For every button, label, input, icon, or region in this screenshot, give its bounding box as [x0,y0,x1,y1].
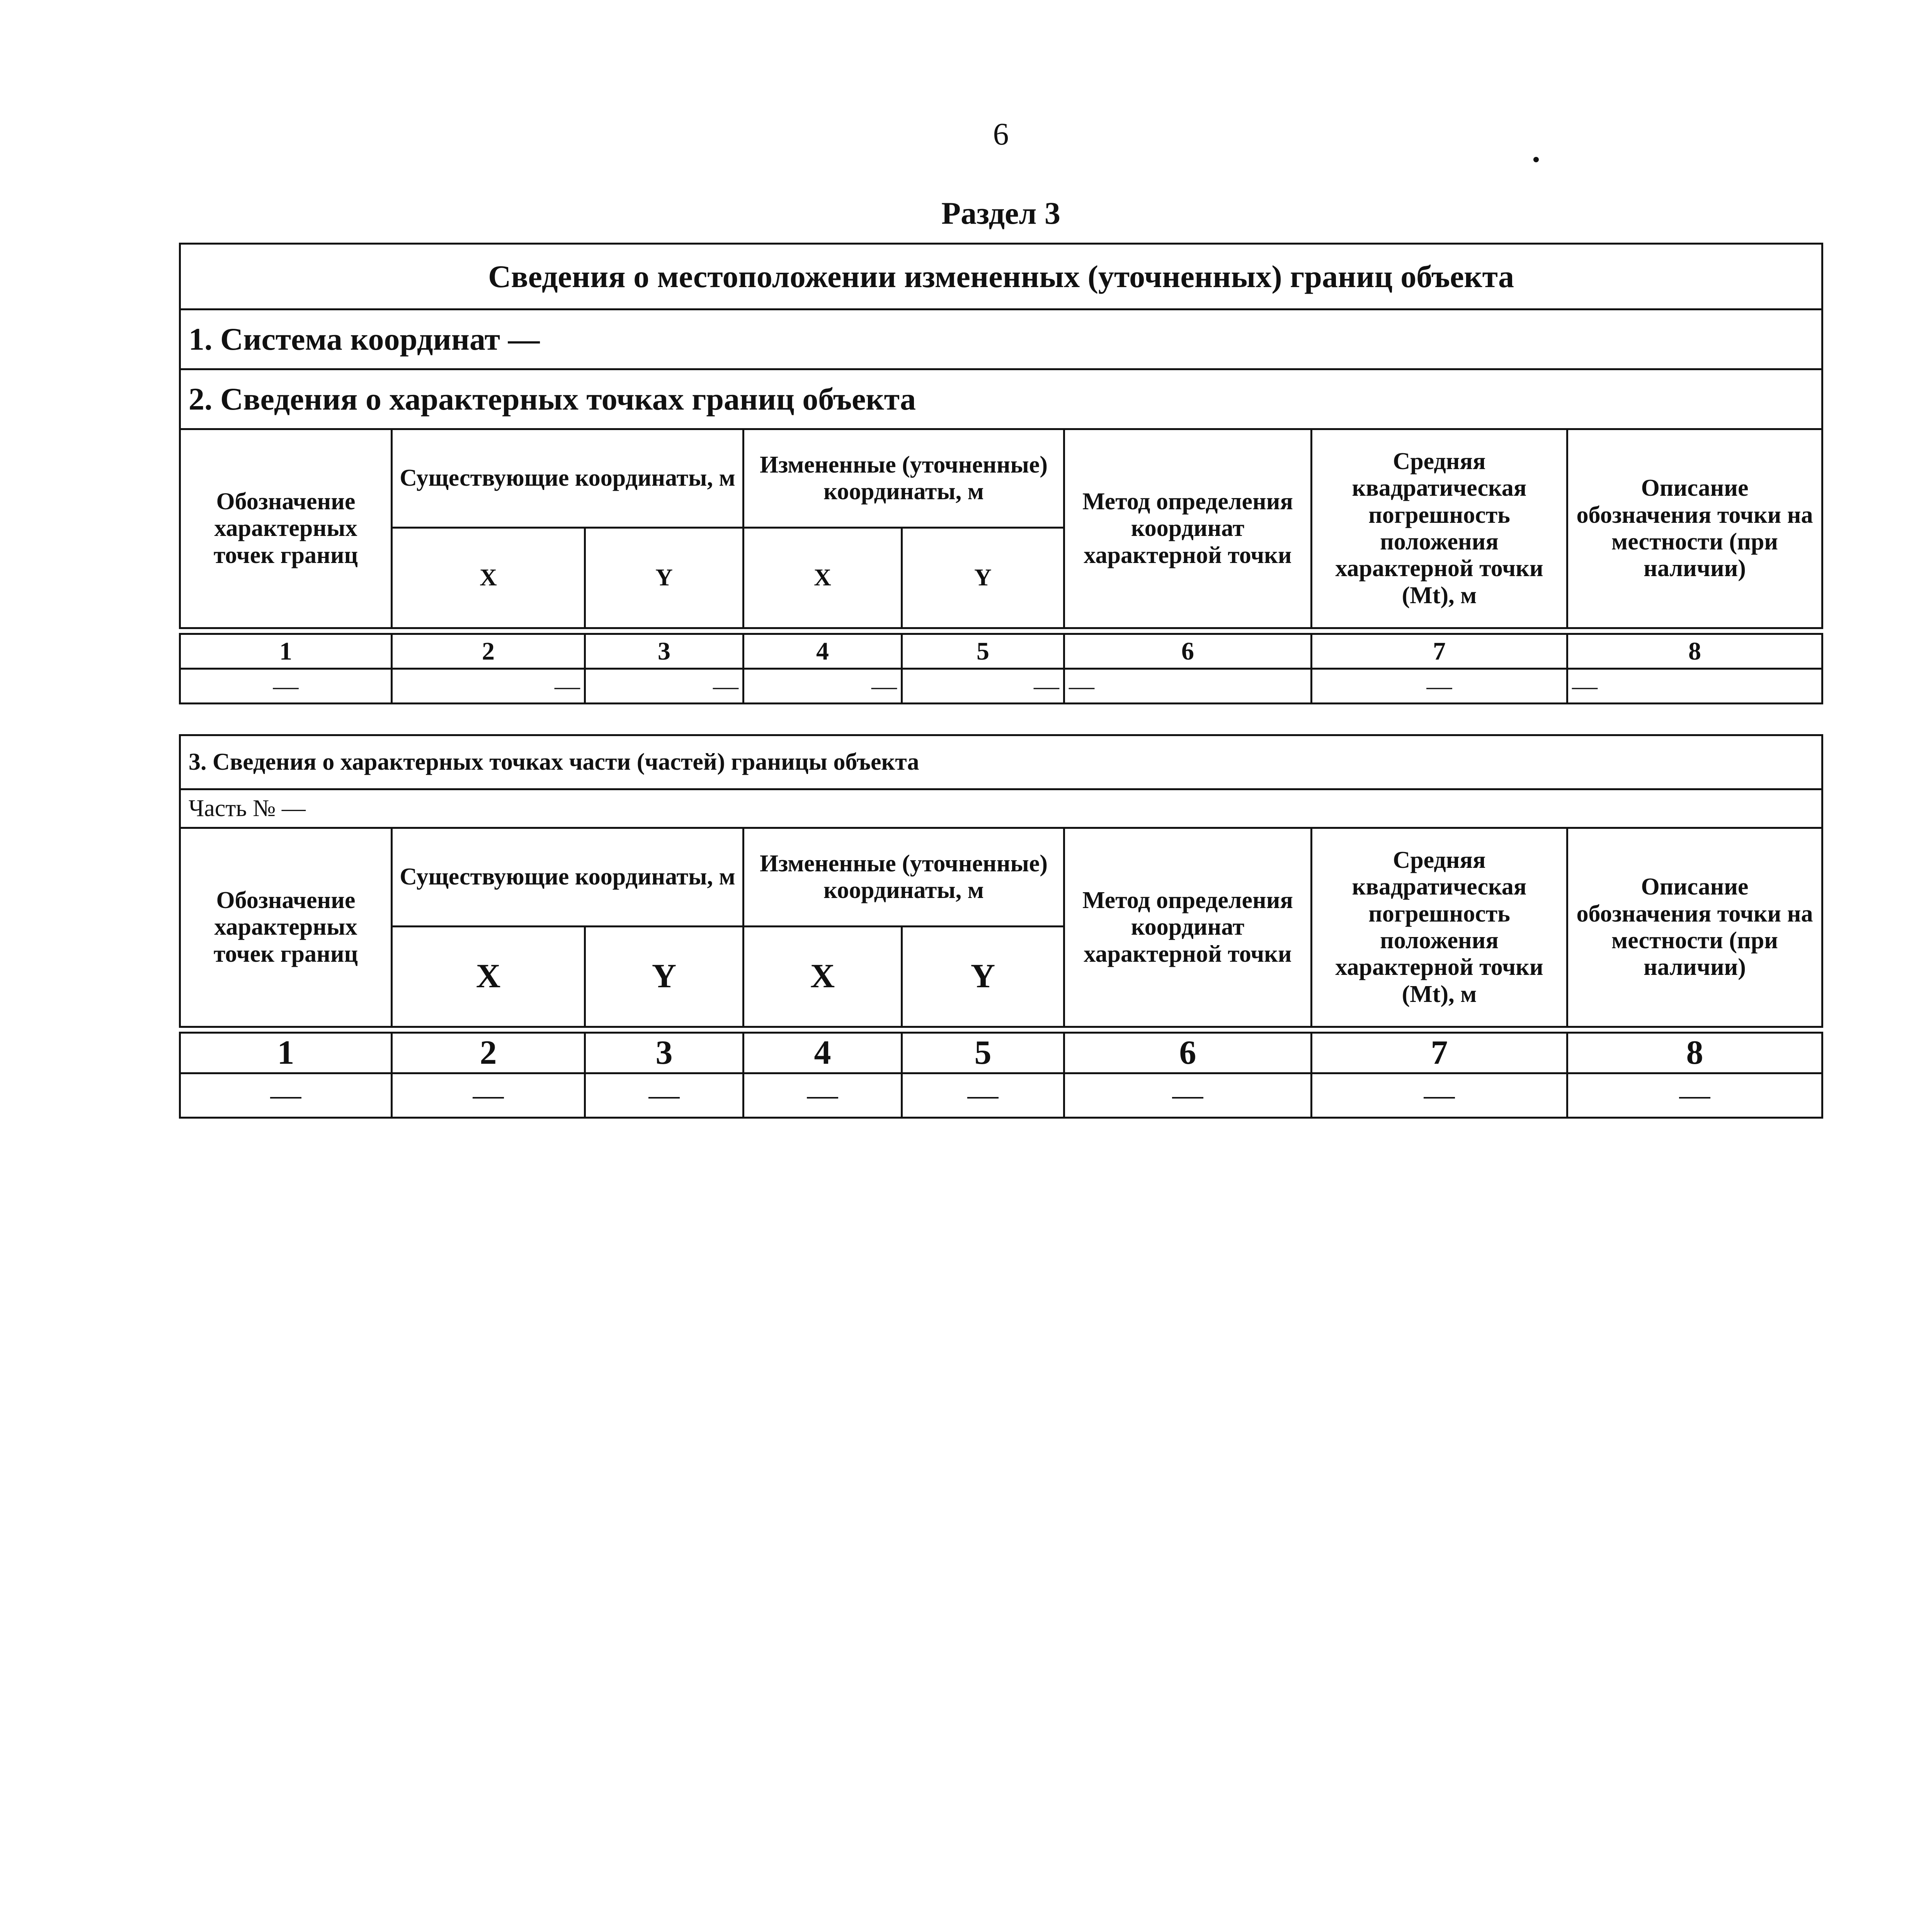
column-number: 1 [180,634,392,669]
table-cell: — [1312,669,1567,704]
table-cell: — [392,1073,585,1118]
table-cell: — [1064,1073,1312,1118]
table-title: 3. Сведения о характерных точках части (частей) границы объекта [180,735,1822,789]
stray-dot [1533,157,1539,162]
header-x-existing: X [392,528,585,628]
column-number: 5 [902,1033,1064,1073]
column-number: 2 [392,634,585,669]
table-cell: — [1312,1073,1567,1118]
column-number: 3 [585,634,744,669]
column-number: 8 [1567,1033,1822,1073]
table-cell: — [1064,669,1312,704]
table-cell: — [744,669,902,704]
part-number-line: Часть № — [180,789,1822,828]
boundaries-table [179,243,1823,704]
header-gap [180,1027,1822,1033]
coordinate-system-line: 1. Система координат — [180,310,1822,369]
table-cell: — [180,1073,392,1118]
header-x-changed: X [744,927,902,1027]
table-title: Сведения о местоположении измененных (уточненных) границ объекта [180,244,1822,310]
column-number: 4 [744,634,902,669]
header-description: Описание обозначения точки на местности (при наличии) [1567,429,1822,628]
header-changed-coords: Измененные (уточненные) координаты, м [744,429,1064,528]
column-number: 7 [1312,634,1567,669]
header-x-existing: X [392,927,585,1027]
table-cell: — [585,1073,744,1118]
column-number: 1 [180,1033,392,1073]
table-cell: — [902,1073,1064,1118]
column-number: 5 [902,634,1064,669]
header-y-changed: Y [902,927,1064,1027]
header-gap [180,628,1822,634]
column-number: 2 [392,1033,585,1073]
column-number: 6 [1064,1033,1312,1073]
header-error: Средняя квадратическая погрешность положения характерной точки (Mt), м [1312,429,1567,628]
header-y-existing: Y [585,927,744,1027]
column-number: 3 [585,1033,744,1073]
header-existing-coords: Существующие координаты, м [392,828,744,927]
header-designation: Обозначение характерных точек границ [180,828,392,1027]
header-designation: Обозначение характерных точек границ [180,429,392,628]
column-number: 4 [744,1033,902,1073]
header-existing-coords: Существующие координаты, м [392,429,744,528]
header-y-changed: Y [902,528,1064,628]
header-method: Метод определения координат характерной точки [1064,828,1312,1027]
column-number: 7 [1312,1033,1567,1073]
section-title: Раздел 3 [941,196,1060,231]
table-cell: — [902,669,1064,704]
column-number: 6 [1064,634,1312,669]
header-changed-coords: Измененные (уточненные) координаты, м [744,828,1064,927]
header-method: Метод определения координат характерной точки [1064,429,1312,628]
header-error: Средняя квадратическая погрешность положения характерной точки (Mt), м [1312,828,1567,1027]
table-cell: — [744,1073,902,1118]
table-cell: — [392,669,585,704]
table-cell: — [585,669,744,704]
column-number: 8 [1567,634,1822,669]
points-subtitle: 2. Сведения о характерных точках границ объекта [180,369,1822,429]
table-cell: — [1567,1073,1822,1118]
table-cell: — [1567,669,1822,704]
header-x-changed: X [744,528,902,628]
table-cell: — [180,669,392,704]
page-number: 6 [993,116,1009,151]
header-y-existing: Y [585,528,744,628]
header-description: Описание обозначения точки на местности (при наличии) [1567,828,1822,1027]
part-boundaries-table [179,734,1823,1119]
